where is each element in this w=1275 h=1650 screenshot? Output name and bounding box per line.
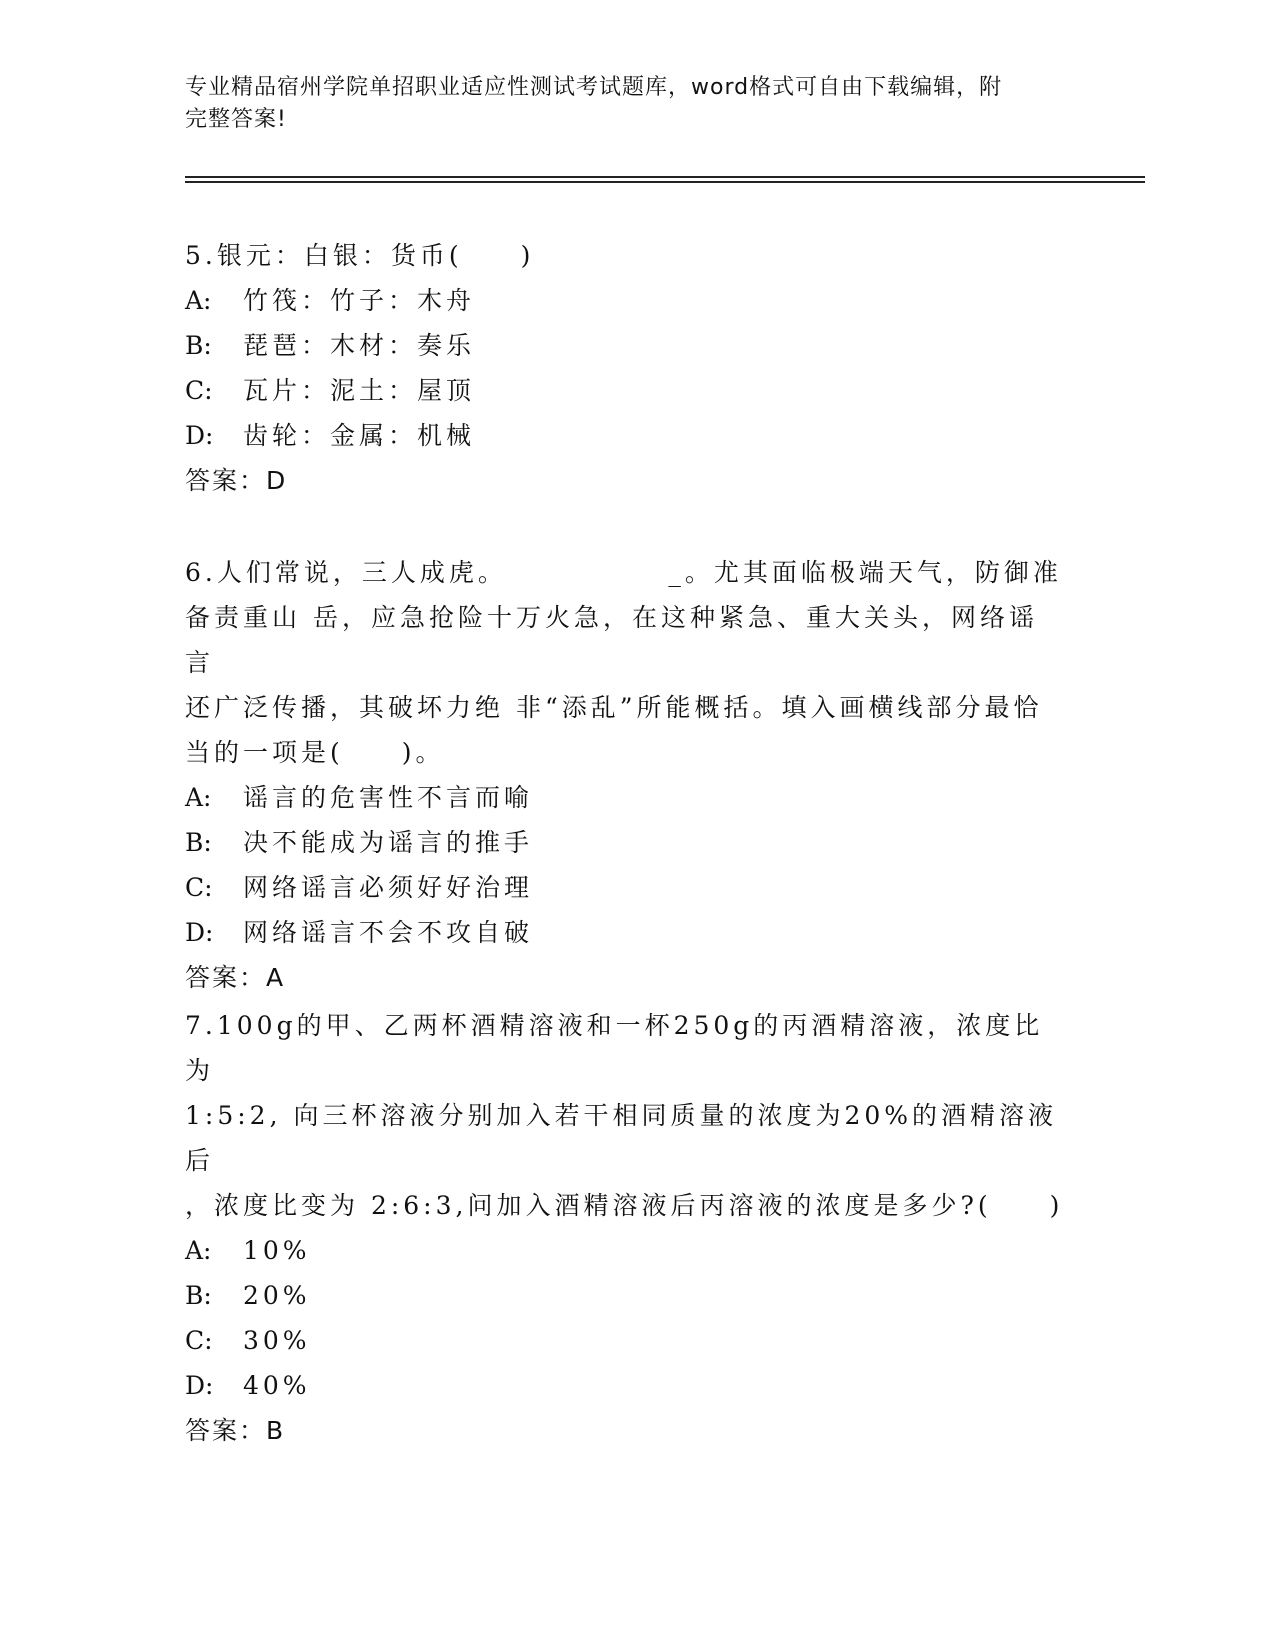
answer-line: 答案：D [185, 466, 288, 495]
header-divider-top [185, 176, 1145, 178]
option-key: B: [185, 331, 212, 360]
option-key: D: [185, 1371, 214, 1400]
option-text: 决不能成为谣言的推手 [243, 828, 534, 857]
option-c [185, 1318, 1065, 1363]
option-text: 瓦片：泥土：屋顶 [243, 376, 476, 405]
option-key: A: [185, 783, 212, 812]
option-c [185, 865, 1065, 910]
option-text: 20% [243, 1281, 311, 1310]
header-line-1: 专业精品宿州学院单招职业适应性测试考试题库，word格式可自由下载编辑，附 [185, 75, 1003, 100]
option-b [185, 820, 1065, 865]
option-b [185, 323, 1065, 368]
option-b [185, 1273, 1065, 1318]
answer-line: 答案：A [185, 963, 286, 992]
option-text: 谣言的危害性不言而喻 [243, 783, 534, 812]
question-stem-line-2: 1:5:2, 向三杯溶液分别加入若干相同质量的浓度为20%的酒精溶液后 [185, 1101, 1058, 1175]
option-key: B: [185, 828, 212, 857]
option-a [185, 775, 1065, 820]
question-stem-line-3: ，浓度比变为 2:6:3,问加入酒精溶液后丙溶液的浓度是多少?( ) [185, 1191, 1064, 1220]
question-stem-line-1: 6.人们常说，三人成虎。 _。尤其面临极端天气，防御准 [185, 558, 1062, 587]
question-stem: 5.银元：白银：货币( ) [185, 241, 535, 270]
option-key: C: [185, 1326, 213, 1355]
option-text: 30% [243, 1326, 311, 1355]
option-key: A: [185, 286, 212, 315]
option-d [185, 1363, 1065, 1408]
header-divider-bottom [185, 181, 1145, 183]
answer-line: 答案：B [185, 1416, 286, 1445]
question-stem-line-3: 还广泛传播，其破坏力绝 非“添乱”所能概括。填入画横线部分最恰 [185, 693, 1043, 722]
option-key: D: [185, 918, 214, 947]
question-stem-line-4: 当的一项是( )。 [185, 738, 445, 767]
option-a [185, 1228, 1065, 1273]
option-a [185, 278, 1065, 323]
question-stem-line-2: 备责重山 岳，应急抢险十万火急，在这种紧急、重大关头，网络谣言 [185, 603, 1038, 677]
option-key: D: [185, 421, 214, 450]
page-header [185, 72, 1065, 136]
option-text: 10% [243, 1236, 311, 1265]
option-c [185, 368, 1065, 413]
question-5 [185, 233, 1065, 503]
option-text: 琵琶：木材：奏乐 [243, 331, 476, 360]
header-line-2: 完整答案! [185, 107, 287, 132]
option-key: C: [185, 873, 213, 902]
question-stem-line-1: 7.100g的甲、乙两杯酒精溶液和一杯250g的丙酒精溶液，浓度比为 [185, 1011, 1044, 1085]
option-key: A: [185, 1236, 212, 1265]
option-d [185, 910, 1065, 955]
option-text: 网络谣言必须好好治理 [243, 873, 534, 902]
question-6 [185, 550, 1065, 1000]
option-text: 网络谣言不会不攻自破 [243, 918, 534, 947]
option-d [185, 413, 1065, 458]
option-text: 竹筏：竹子：木舟 [243, 286, 476, 315]
option-key: C: [185, 376, 213, 405]
option-text: 齿轮：金属：机械 [243, 421, 476, 450]
option-key: B: [185, 1281, 212, 1310]
question-7 [185, 1003, 1065, 1453]
option-text: 40% [243, 1371, 311, 1400]
